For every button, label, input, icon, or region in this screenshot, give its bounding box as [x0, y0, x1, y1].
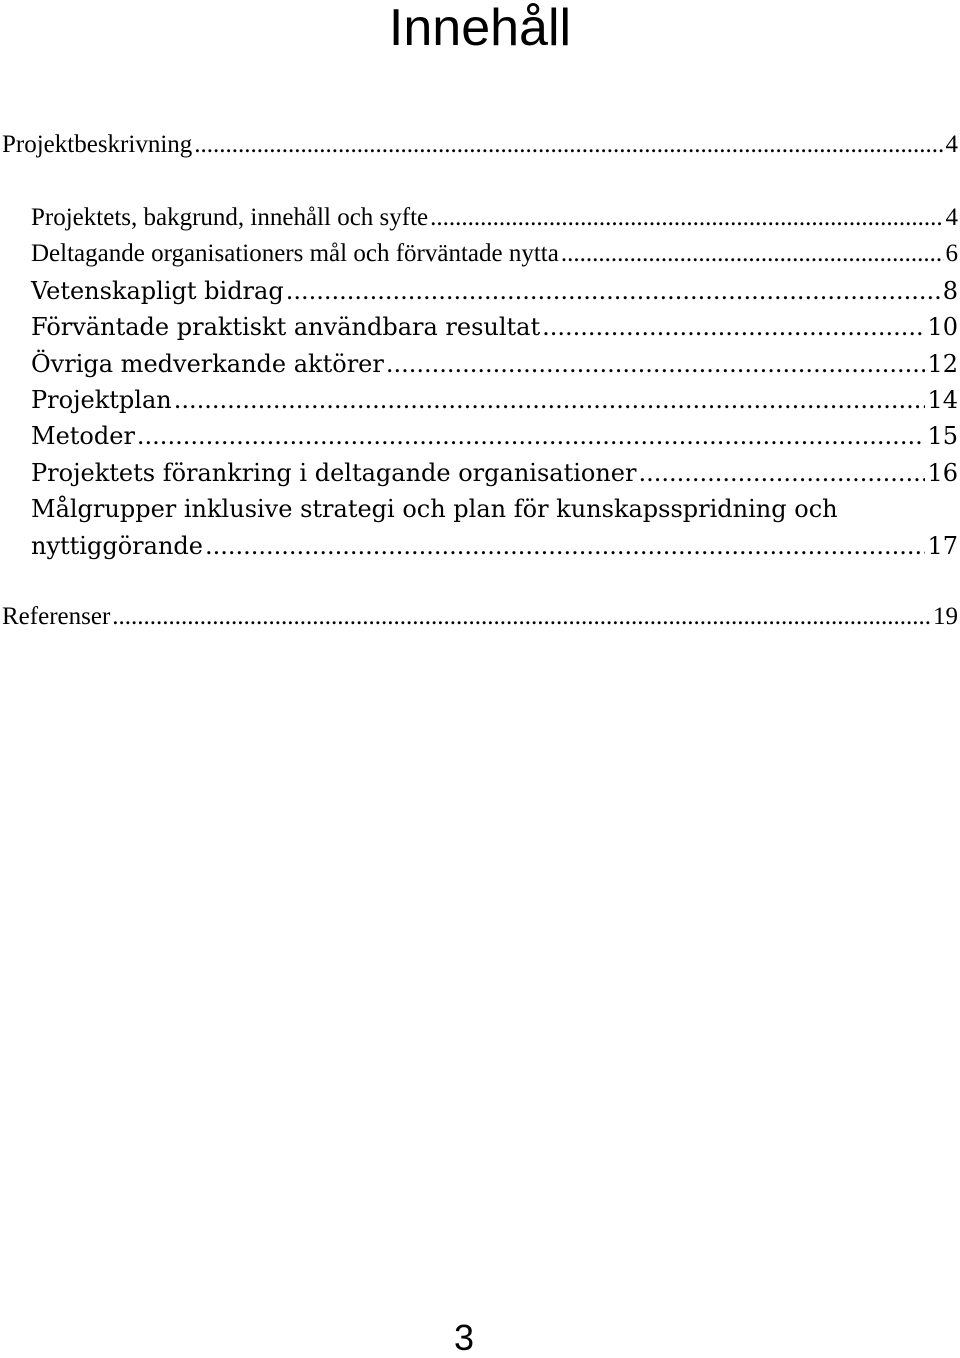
toc-entry-label: Projektets, bakgrund, innehåll och syfte [31, 204, 429, 231]
toc-dot-leader [112, 602, 931, 632]
toc-entry-label: Metoder [31, 422, 135, 450]
toc-entry-malgrupper[interactable] [31, 531, 958, 561]
toc-dot-leader [174, 385, 926, 415]
toc-dot-leader [638, 458, 925, 488]
toc-entry-projektets-forankring[interactable] [31, 458, 958, 488]
toc-entry-projektbeskrivning[interactable] [2, 130, 958, 160]
toc-entry-label: Projektplan [31, 386, 172, 414]
toc-entry-metoder[interactable] [31, 421, 958, 451]
toc-entry-label: Referenser [2, 603, 111, 630]
toc-dot-leader [430, 203, 943, 233]
toc-entry-projektplan[interactable] [31, 385, 958, 415]
toc-dot-leader [194, 130, 943, 160]
toc-entry-page: 17 [927, 532, 958, 560]
toc-entry-label: Deltagande organisationers mål och förväntade nytta [31, 240, 559, 267]
toc-dot-leader [205, 531, 925, 561]
toc-entry-page: 16 [927, 459, 958, 487]
toc-dot-leader [542, 312, 925, 342]
toc-entry-page: 4 [945, 131, 958, 158]
toc-entry-label: nyttiggörande [31, 532, 203, 560]
toc-entry-page: 6 [945, 240, 958, 267]
toc-entry-page: 19 [933, 603, 958, 630]
page-number: 3 [453, 1317, 475, 1358]
toc-entry-label: Förväntade praktiskt användbara resultat [31, 313, 541, 341]
toc-dot-leader [286, 276, 941, 306]
toc-entry-projektets-bakgrund[interactable] [31, 203, 958, 233]
toc-entry-page: 8 [942, 277, 958, 305]
toc-entry-page: 14 [927, 386, 958, 414]
toc-entry-malgrupper-line1[interactable]: Målgrupper inklusive strategi och plan för kunskapsspridning och [31, 495, 838, 523]
toc-entry-referenser[interactable] [2, 602, 958, 632]
toc-entry-label: Övriga medverkande aktörer [31, 350, 384, 378]
toc-entry-label: Projektets förankring i deltagande organisationer [31, 459, 637, 487]
toc-dot-leader [386, 349, 926, 379]
page-title: Innehåll [388, 0, 572, 57]
toc-entry-page: 15 [927, 422, 958, 450]
toc-entry-vetenskapligt-bidrag[interactable] [31, 276, 958, 306]
toc-entry-deltagande-organisationer[interactable] [31, 239, 958, 269]
toc-entry-label: Vetenskapligt bidrag [31, 277, 284, 305]
toc-entry-page: 4 [945, 204, 958, 231]
toc-entry-ovriga-aktorer[interactable] [31, 349, 958, 379]
toc-entry-label: Projektbeskrivning [2, 131, 193, 158]
toc-entry-page: 10 [927, 313, 958, 341]
toc-dot-leader [561, 239, 944, 269]
toc-entry-forvantade-resultat[interactable] [31, 312, 958, 342]
toc-entry-page: 12 [927, 350, 958, 378]
toc-dot-leader [137, 421, 926, 451]
